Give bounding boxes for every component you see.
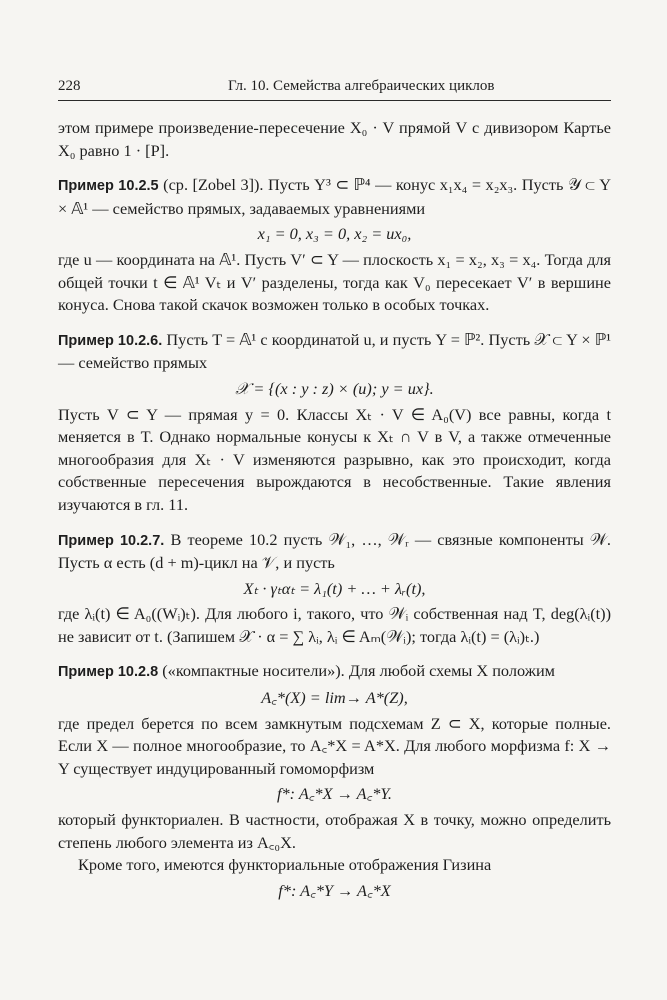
paragraph: этом примере произведение-пересечение X₀ · V прямой V с дивизором Картье X₀ равно 1 · [P]. [58,118,611,160]
example-label: Пример 10.2.8 [58,664,159,681]
example-label: Пример 10.2.5 [58,178,159,195]
display-equation: 𝒳 = {(x : y : z) × (u); y = ux}. [235,378,434,398]
display-equation: f*: A꜀*Y → A꜀*X [278,880,391,900]
example-10-2-8: Пример 10.2.8 («компактные носители»). Для любой схемы X положим [58,661,555,681]
paragraph: где предел берется по всем замкнутым подсхемам Z ⊂ X, которые полные. Если X — полное многообразие, то A꜀*X = A*X. Для любого морфизма f: X → Y существует индуцированный гомоморфизм [58,713,611,778]
paragraph: Пусть V ⊂ Y — прямая y = 0. Классы Xₜ · V ∈ A₀(V) все равны, когда t меняется в T. Однако нормальные конусы к Xₜ ∩ V в V, а также отмеченные многообразия для Xₜ · V изменяются разрывно, как это происходит, когда собственные пересечения вырождаются в несобственные. Такие явления изучаются в гл. 11. [58,404,611,514]
display-equation: x₁ = 0, x₃ = 0, x₂ = ux₀, [257,224,412,244]
display-equation: f*: A꜀*X → A꜀*Y. [276,784,392,804]
paragraph: который функториален. В частности, отображая X в точку, можно определить степень любого элемента из A꜀₀X. [58,810,611,852]
display-equation: Xₜ · γₜαₜ = λ₁(t) + … + λᵣ(t), [243,578,426,598]
example-label: Пример 10.2.7. [58,532,165,549]
page-body [58,117,611,905]
page-number: 228 [58,78,81,94]
example-label: Пример 10.2.6. [58,332,163,349]
example-10-2-7: Пример 10.2.7. В теореме 10.2 пусть 𝒲₁, …, 𝒲ᵣ — связные компоненты 𝒲. Пусть α есть (d + m)-цикл на 𝒱, и пусть [58,529,611,573]
example-10-2-6: Пример 10.2.6. Пусть T = 𝔸¹ с координатой u, и пусть Y = ℙ². Пусть 𝒳 ⊂ Y × ℙ¹ — семейство прямых [58,329,611,373]
running-head: Гл. 10. Семейства алгебраических циклов [228,78,495,94]
paragraph: где λᵢ(t) ∈ A₀((Wᵢ)ₜ). Для любого i, такого, что 𝒲ᵢ собственная над T, deg(λᵢ(t)) не зависит от t. (Запишем 𝒳 · α = ∑ λᵢ, λᵢ ∈ Aₘ(𝒲ᵢ); тогда λᵢ(t) = (λᵢ)ₜ.) [58,604,611,646]
display-equation: A꜀*(X) = lim→ A*(Z), [261,688,408,708]
page-header [58,78,611,101]
example-10-2-5: Пример 10.2.5 (ср. [Zobel 3]). Пусть Y³ ⊂ ℙ⁴ — конус x₁x₄ = x₂x₃. Пусть 𝒴 ⊂ Y × 𝔸¹ — семейство прямых, задаваемых уравнениями [58,175,612,218]
paragraph: где u — координата на 𝔸¹. Пусть V′ ⊂ Y — плоскость x₁ = x₂, x₃ = x₄. Тогда для общей точки t ∈ 𝔸¹ Vₜ и V′ разделены, тогда как V₀ пересекает V′ в вершине конуса. Снова такой скачок возможен только в особых точках. [58,249,611,315]
paragraph: Кроме того, имеются функториальные отображения Гизина [78,855,492,875]
